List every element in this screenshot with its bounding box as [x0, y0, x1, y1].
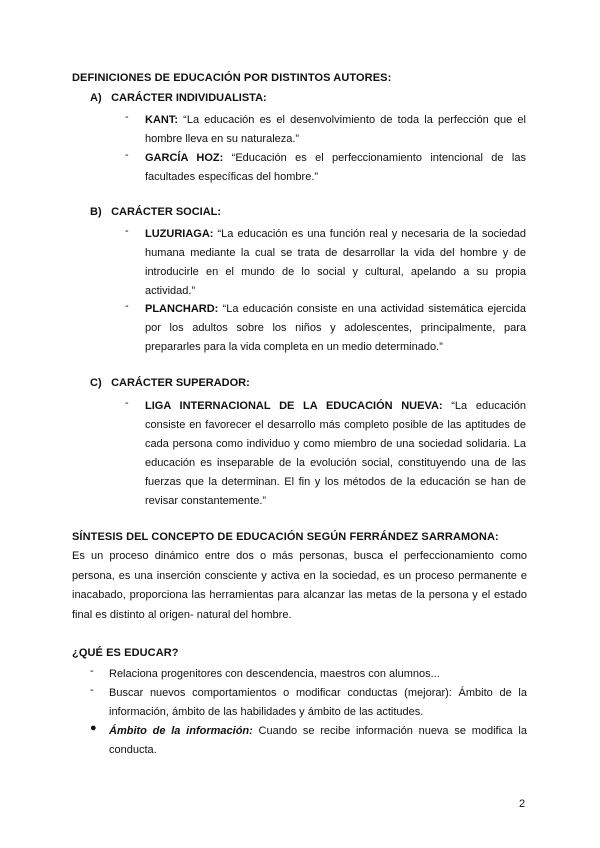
definition-item [125, 300, 526, 357]
page-title: DEFINICIONES DE EDUCACIÓN POR DISTINTOS AUTORES: [72, 72, 392, 84]
section-a-heading [90, 92, 267, 104]
dash-marker: - [125, 225, 129, 237]
section-c-heading [90, 377, 250, 389]
section-a-title: CARÁCTER INDIVIDUALISTA: [111, 92, 267, 104]
list-item [90, 684, 527, 722]
definition-item [125, 225, 526, 301]
synthesis-paragraph: Es un proceso dinámico entre dos o más personas, busca el perfeccionamiento como persona, es una inserción consciente y activa en la sociedad, es un proceso permanente e inacabado, proporciona las herramientas para alcanzar las metas de la persona y el estado final es distinto al origen- natural del hombre. [72, 550, 527, 621]
section-c-label: C) [90, 377, 102, 389]
list-item-text: Buscar nuevos comportamientos o modificar conductas (mejorar): Ámbito de la información, ámbito de las habilidades y ámbito de las actitudes. [109, 687, 527, 718]
dash-marker: - [125, 111, 129, 123]
author-name: PLANCHARD: [145, 303, 219, 315]
section-b-title: CARÁCTER SOCIAL: [111, 206, 222, 218]
author-name: LUZURIAGA: [145, 228, 214, 240]
synthesis-heading: SÍNTESIS DEL CONCEPTO DE EDUCACIÓN SEGÚN FERRÁNDEZ SARRAMONA: [72, 531, 499, 543]
dash-marker: - [90, 665, 94, 677]
list-item-text: Relaciona progenitores con descendencia, maestros con alumnos... [109, 668, 440, 680]
term-label: Ámbito de la información: [109, 725, 253, 737]
dash-marker: - [90, 684, 94, 696]
educar-heading: ¿QUÉ ES EDUCAR? [72, 647, 179, 659]
dash-marker: - [125, 300, 129, 312]
section-c-title: CARÁCTER SUPERADOR: [111, 377, 250, 389]
section-b-label: B) [90, 206, 102, 218]
list-item [90, 665, 527, 684]
definition-text: “La educación consiste en favorecer el desarrollo más completo posible de las aptitudes de cada persona como individuo y como miembro de una sociedad solidaria. La educación es inseparable de la evolución social, constituyendo una de las fuerzas que la determinan. El fin y los métodos de la educación se han de revisar constantemente.” [145, 400, 526, 507]
definition-text: “La educación consiste en una actividad sistemática ejercida por los adultos sobre los niños y adolescentes, principalmente, para prepararles para la vida completa en un medio determinado.” [145, 303, 526, 353]
definition-item [125, 111, 526, 149]
definition-text: “Educación es el perfeccionamiento intencional de las facultades específicas del hombre.” [145, 152, 526, 183]
author-name: KANT: [145, 114, 178, 126]
section-b-heading [90, 206, 221, 218]
term-text: Cuando se recibe información nueva se modifica la conducta. [109, 725, 527, 756]
dash-marker: - [125, 397, 129, 409]
definition-text: “La educación es una función real y necesaria de la sociedad humana mediante la cual se trata de desarrollar la vida del hombre y de introducirle en el mundo de lo social y cultural, apelando a su propia actividad.” [145, 228, 526, 297]
author-name: GARCÍA HOZ: [145, 152, 224, 164]
bullet-icon: ● [90, 722, 97, 734]
definition-item [125, 397, 526, 511]
definition-text: “La educación es el desenvolvimiento de toda la perfección que el hombre lleva en su naturaleza.” [145, 114, 526, 145]
list-item [90, 722, 527, 760]
definition-item [125, 149, 526, 187]
section-a-label: A) [90, 92, 102, 104]
author-name: LIGA INTERNACIONAL DE LA EDUCACIÓN NUEVA: [145, 400, 443, 412]
dash-marker: - [125, 149, 129, 161]
page-number: 2 [519, 798, 526, 810]
